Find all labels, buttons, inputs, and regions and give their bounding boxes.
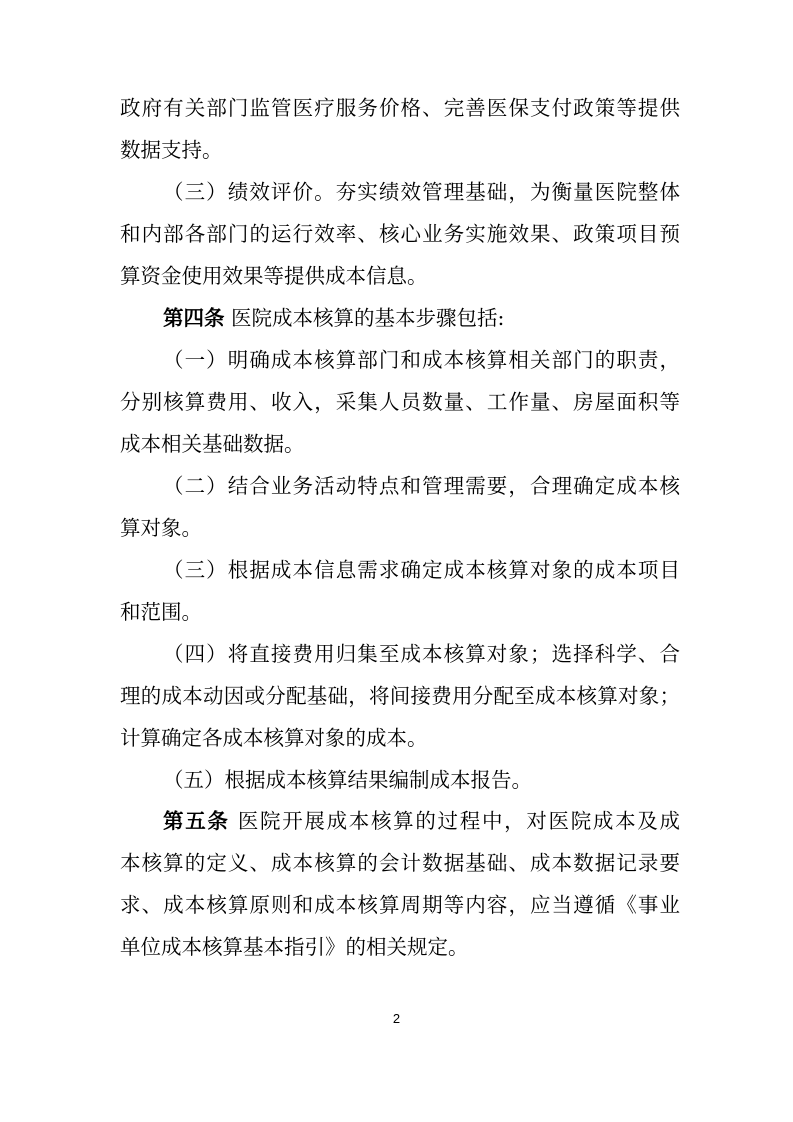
text-line: 算资金使用效果等提供成本信息。 (120, 264, 428, 288)
article-five-text: 医院开展成本核算的过程中，对医院成本及成 (237, 809, 681, 833)
text-line: 算对象。 (120, 516, 202, 540)
article-five-heading: 第五条 (163, 809, 230, 833)
text-line: （二）结合业务活动特点和管理需要，合理确定成本核 (163, 474, 680, 498)
text-line: 本核算的定义、成本核算的会计数据基础、成本数据记录要 (120, 851, 680, 875)
article-four-heading: 第四条 (163, 306, 225, 330)
article-five-line (163, 806, 680, 836)
text-line: （一）明确成本核算部门和成本核算相关部门的职责， (163, 348, 680, 372)
text-line: 理的成本动因或分配基础，将间接费用分配至成本核算对象； (120, 684, 680, 708)
text-line: 数据支持。 (120, 138, 223, 162)
page-number: 2 (392, 1011, 401, 1026)
text-line: 和范围。 (120, 600, 202, 624)
article-four-text: 医院成本核算的基本步骤包括: (231, 306, 505, 330)
text-line: 单位成本核算基本指引》的相关规定。 (120, 935, 469, 959)
text-line: 计算确定各成本核算对象的成本。 (120, 726, 428, 750)
article-four-line (163, 303, 680, 333)
text-line: （五）根据成本核算结果编制成本报告。 (163, 768, 532, 792)
text-line: （三）根据成本信息需求确定成本核算对象的成本项目 (163, 558, 680, 582)
text-line: （三）绩效评价。夯实绩效管理基础，为衡量医院整体 (163, 180, 680, 204)
text-line: （四）将直接费用归集至成本核算对象；选择科学、合 (163, 642, 680, 666)
text-line: 和内部各部门的运行效率、核心业务实施效果、政策项目预 (120, 222, 680, 246)
text-line: 成本相关基础数据。 (120, 432, 305, 456)
text-line: 求、成本核算原则和成本核算周期等内容，应当遵循《事业 (120, 893, 680, 917)
text-line: 政府有关部门监管医疗服务价格、完善医保支付政策等提供 (120, 96, 680, 120)
text-line: 分别核算费用、收入，采集人员数量、工作量、房屋面积等 (120, 390, 680, 414)
